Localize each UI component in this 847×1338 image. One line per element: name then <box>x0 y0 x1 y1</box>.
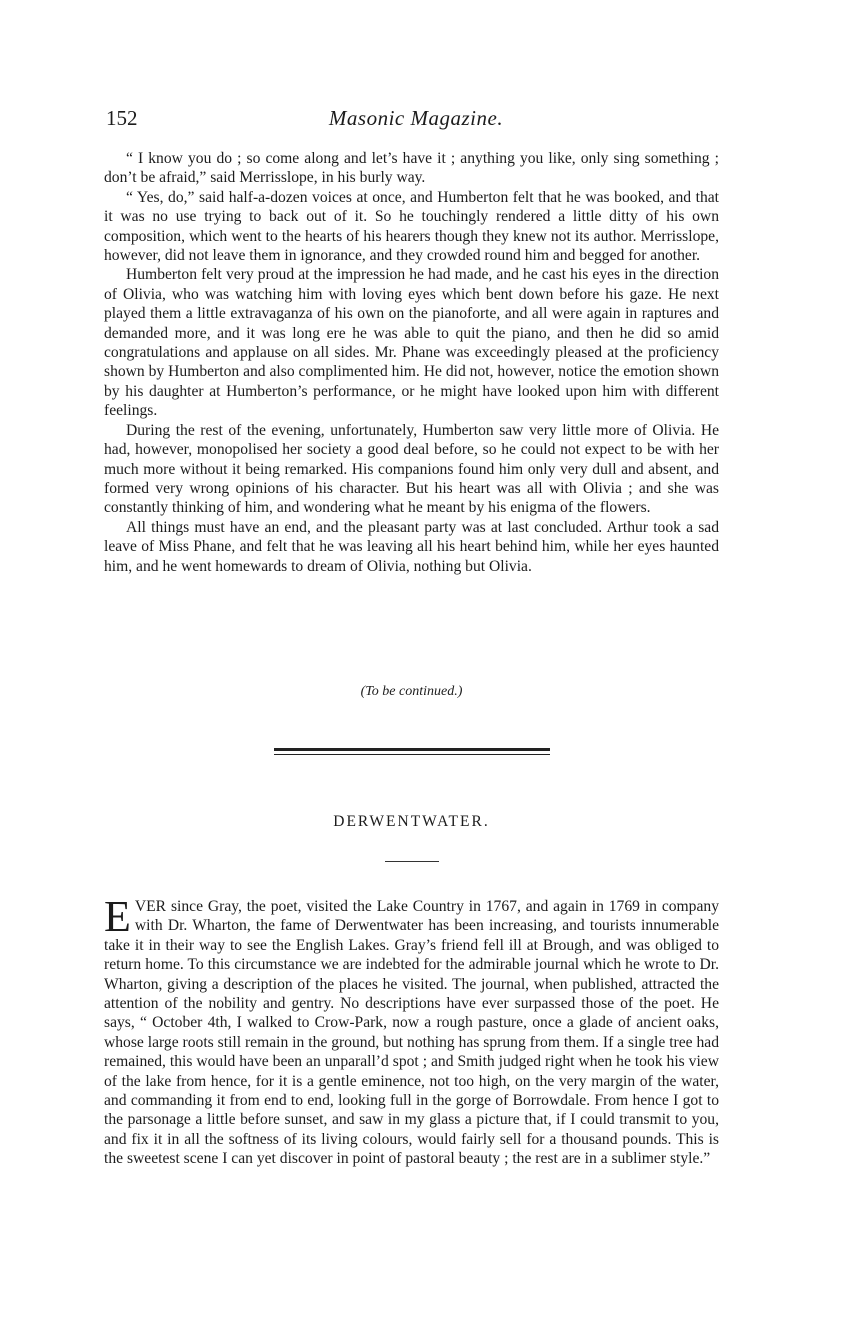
page-header <box>106 106 726 136</box>
story-paragraph-5: All things must have an end, and the pleasant party was at last concluded. Arthur took a sad leave of Miss Phane, and felt that he was leaving all his heart behind him, while her eyes haunted him, and he went homewards to dream of Olivia, nothing but Olivia. <box>104 518 719 575</box>
divider-thick-line <box>274 748 550 751</box>
divider-thin-line <box>274 754 550 755</box>
story-paragraph-4: During the rest of the evening, unfortunately, Humberton saw very little more of Olivia. He had, however, monopolised her society a good deal before, so he could not expect to be with her much more without it being remarked. His companions found him only very dull and absent, and formed very wrong opinions of his character. But his heart was all with Olivia ; and she was constantly thinking of him, and wondering what he meant by his enigma of the flowers. <box>104 421 719 517</box>
drop-cap: E <box>104 892 131 941</box>
page-number: 152 <box>106 106 138 130</box>
section-divider <box>274 748 550 756</box>
story-paragraph-2: “ Yes, do,” said half-a-dozen voices at once, and Humberton felt that he was booked, and that it was no use trying to back out of it. So he touchingly rendered a little ditty of his own composition, which went to the hearts of his hearers though they knew not its author. Merrisslope, however, did not leave them in ignorance, and they crowded round him and begged for another. <box>104 188 719 265</box>
story-paragraph-3: Humberton felt very proud at the impression he had made, and he cast his eyes in the direction of Olivia, who was watching him with loving eyes which bent down before his gaze. He next played them a little extravaganza of his own on the pianoforte, and all were again in raptures and demanded more, and it was long ere he was able to quit the piano, and then he did so amid congratulations and applause on all sides. Mr. Phane was exceedingly pleased at the proficiency shown by Humberton and also complimented him. He did not, however, notice the emotion shown by his daughter at Humberton’s performance, or he might have looked upon him with different feelings. <box>104 266 719 420</box>
running-title: Masonic Magazine. <box>328 106 504 130</box>
story-paragraph-1: “ I know you do ; so come along and let’s have it ; anything you like, only sing something ; don’t be afraid,” said Merrisslope, in his burly way. <box>104 150 719 187</box>
article-paragraph-text: VER since Gray, the poet, visited the Lake Country in 1767, and again in 1769 in company with Dr. Wharton, the fame of Derwentwater has been increasing, and tourists innumerable take it in their way to see the English Lakes. Gray’s friend fell ill at Brough, and was obliged to return home. To this circumstance we are indebted for the admirable journal which he wrote to Dr. Wharton, giving a description of the places he visited. The journal, when published, attracted the attention of the nobility and gentry. No descriptions have ever surpassed those of the poet. He says, “ October 4th, I walked to Crow-Park, now a rough pasture, once a glade of ancient oaks, whose large roots still remain in the ground, but nothing has sprung from them. If a single tree had remained, this would have been an unparall’d spot ; and Smith judged right when he took his view of the lake from hence, for it is a gentle eminence, not too high, on the very margin of the water, and commanding it from end to end, looking full in the gorge of Borrowdale. From hence I got to the parsonage a little before sunset, and saw in my glass a picture that, if I could transmit to you, and fix it in all the softness of its living colours, would fairly sell for a thousand pounds. This is the sweetest scene I can yet discover in point of pastoral beauty ; the rest are in a sublimer style.” <box>104 898 719 1168</box>
article-body <box>104 892 719 1169</box>
article-paragraph-1 <box>104 892 719 1169</box>
story-continuation <box>104 149 719 576</box>
title-rule <box>385 861 439 862</box>
to-be-continued: (To be continued.) <box>360 684 463 699</box>
article-title: DERWENTWATER. <box>333 813 490 830</box>
